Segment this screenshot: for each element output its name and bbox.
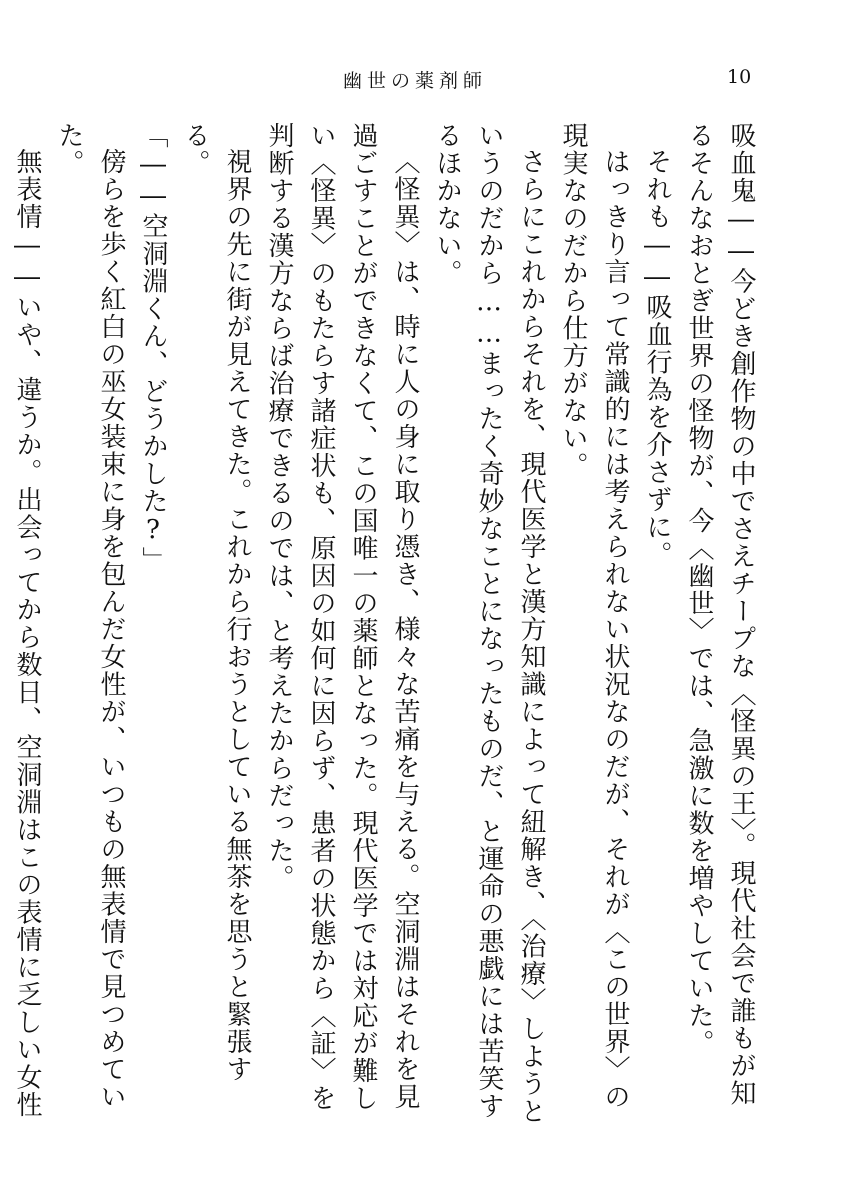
paragraph: 吸血鬼――今どき創作物の中でさえチープな〈怪異の王〉。現代社会で誰もが知るそんなおとぎ世界の怪物が、今〈幽世〉では、急激に数を増やしていた。 [684,122,756,1107]
paragraph: 視界の先に街が見えてきた。これから行おうとしている無茶を思うと緊張する。 [180,122,252,1083]
paragraph: はっきり言って常識的には考えられない状況なのだが、それが〈この世界〉の現実なのだから仕方がない。 [558,122,630,1111]
paragraph: さらにこれからそれを、現代医学と漢方知識によって紐解き、〈治療〉しようというのだから……まったく奇妙なことになったものだ、と運命の悪戯には苦笑するほかない。 [432,122,546,1125]
body-text [12,122,762,1132]
running-header-title: 幽世の薬剤師 [343,70,488,92]
paragraph: 〈怪異〉は、時に人の身に取り憑き、様々な苦痛を与える。空洞淵はそれを見過ごすことができなくて、この国唯一の薬師となった。現代医学では対応が難しい〈怪異〉のもたらす諸症状も、原因の如何に因らず、患者の状態から〈証〉を判断する漢方ならば治療できるのでは、と考えたからだった。 [264,122,420,1112]
paragraph: 無表情――いや、違うか。出会ってから数日、空洞淵はこの表情に乏しい女性 [12,148,42,1119]
paragraph: それも――吸血行為を介さずに。 [642,148,672,569]
paragraph: 傍らを歩く紅白の巫女装束に身を包んだ女性が、いつもの無表情で見つめていた。 [54,122,126,1111]
dialogue-line: 「――空洞淵くん、どうかした?」 [138,122,168,574]
page-number: 10 [727,66,752,88]
